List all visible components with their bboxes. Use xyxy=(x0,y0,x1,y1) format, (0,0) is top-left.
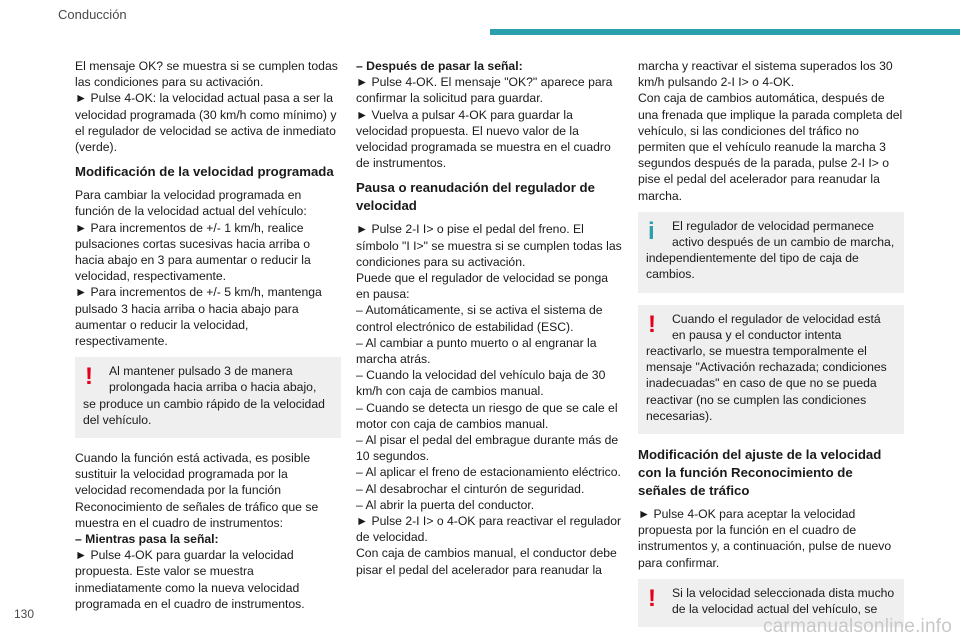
paragraph: ► Pulse 4-OK para aceptar la velocidad propuesta por la función en el cuadro de instrumentos y, a continuación, pulse de nuevo para confirmar. xyxy=(638,507,892,570)
header-accent-bar xyxy=(490,29,960,35)
list-item: – Al pisar el pedal del embrague durante más de 10 segundos. xyxy=(356,433,619,464)
warning-icon: ! xyxy=(648,310,656,338)
column-1 xyxy=(75,58,341,612)
paragraph: ► Para incrementos de +/- 5 km/h, mantenga pulsado 3 hacia arriba o hacia abajo para aumentar o reducir la velocidad, respectivamente. xyxy=(75,285,322,349)
info-icon: i xyxy=(648,217,655,245)
info-text: independientemente del tipo de caja de cambios. xyxy=(646,251,859,282)
section-heading: Modificación del ajuste de la velocidad con la función Reconocimiento de señales de tráfico xyxy=(638,447,882,499)
paragraph: – Después de pasar la señal: xyxy=(356,59,523,73)
warning-box xyxy=(638,305,904,434)
warning-text: Al mantener pulsado 3 de manera prolongada hacia arriba o hacia abajo, xyxy=(109,364,317,395)
warning-text: se produce un cambio rápido de la velocidad del vehículo. xyxy=(83,396,325,427)
paragraph: marcha y reactivar el sistema superados los 30 km/h pulsando 2-I I> o 4-OK. xyxy=(638,59,893,90)
paragraph: Con caja de cambios manual, el conductor debe pisar el pedal del acelerador para reanudar la xyxy=(356,546,617,577)
page-number: 130 xyxy=(14,607,35,621)
paragraph: Puede que el regulador de velocidad se ponga en pausa: xyxy=(356,271,609,302)
warning-text: Si la velocidad seleccionada dista mucho de la velocidad actual del vehículo, se xyxy=(672,585,895,617)
section-heading: Modificación de la velocidad programada xyxy=(75,164,334,180)
column-2 xyxy=(356,58,622,578)
warning-icon: ! xyxy=(85,363,93,391)
list-item: – Al abrir la puerta del conductor. xyxy=(356,497,535,512)
warning-box xyxy=(75,357,341,438)
paragraph: ► Para incrementos de +/- 1 km/h, realice pulsaciones cortas sucesivas hacia arriba o hacia abajo en 3 para aumentar o reducir la velocidad, respectivamente. xyxy=(75,220,311,284)
paragraph: Para cambiar la velocidad programada en función de la velocidad actual del vehículo: xyxy=(75,188,307,219)
watermark: carmanualsonline.info xyxy=(762,616,952,637)
info-box xyxy=(638,212,904,293)
list-item: – Al desabrochar el cinturón de seguridad. xyxy=(356,481,585,496)
section-title: Conducción xyxy=(58,7,127,22)
paragraph: ► Pulse 2-I I> o pise el pedal del freno. El símbolo "I I>" se muestra si se cumplen todas las condiciones para su activación. xyxy=(356,222,622,269)
warning-text: reactivarlo, se muestra temporalmente el mensaje "Activación rechazada; condiciones inadecuadas" en caso de que no se pueda reactivar (no se cumplen las condiciones necesarias). xyxy=(646,344,887,423)
paragraph: Con caja de cambios automática, después de una frenada que implique la parada completa del vehículo, si las condiciones del tráfico no permiten que el vehículo reanude la marcha 3 segundos después de la parada, pulse 2-I I> o pise el pedal del acelerador para reanudar la marcha. xyxy=(638,91,903,203)
paragraph: El mensaje OK? se muestra si se cumplen todas las condiciones para su activación. xyxy=(75,59,338,90)
list-item: – Automáticamente, si se activa el sistema de control electrónico de estabilidad (ESC). xyxy=(356,303,603,334)
warning-text: Cuando el regulador de velocidad está en pausa y el conductor intenta xyxy=(672,311,881,342)
list-item: – Al cambiar a punto muerto o al engranar la marcha atrás. xyxy=(356,335,597,367)
section-heading: Pausa o reanudación del regulador de velocidad xyxy=(356,180,595,214)
paragraph: ► Pulse 2-I I> o 4-OK para reactivar el regulador de velocidad. xyxy=(356,514,622,545)
paragraph: ► Vuelva a pulsar 4-OK para guardar la velocidad propuesta. El nuevo valor de la velocidad programada se muestra en el cuadro de instrumentos. xyxy=(356,107,611,171)
paragraph: ► Pulse 4-OK para guardar la velocidad propuesta. Este valor se muestra inmediatamente como la nueva velocidad programada en el cuadro de instrumentos. xyxy=(75,548,305,611)
warning-icon: ! xyxy=(648,584,656,612)
info-text: El regulador de velocidad permanece activo después de un cambio de marcha, xyxy=(672,218,895,250)
column-3 xyxy=(638,58,904,639)
paragraph: – Mientras pasa la señal: xyxy=(75,532,219,547)
paragraph: Cuando la función está activada, es posible sustituir la velocidad programada por la velocidad recomendada por la función Reconocimiento de señales de tráfico que se muestra en el cuadro de instrumentos: xyxy=(75,451,319,530)
list-item: – Cuando la velocidad del vehículo baja de 30 km/h con caja de cambios manual. xyxy=(356,368,606,399)
list-item: – Al aplicar el freno de estacionamiento eléctrico. xyxy=(356,465,621,480)
list-item: – Cuando se detecta un riesgo de que se cale el motor con caja de cambios manual. xyxy=(356,400,618,431)
paragraph: ► Pulse 4-OK: la velocidad actual pasa a ser la velocidad programada (30 km/h como mínimo) y el regulador de velocidad se activa de inmediato (verde). xyxy=(75,91,337,155)
paragraph: ► Pulse 4-OK. El mensaje "OK?" aparece para confirmar la solicitud para guardar. xyxy=(356,75,613,106)
